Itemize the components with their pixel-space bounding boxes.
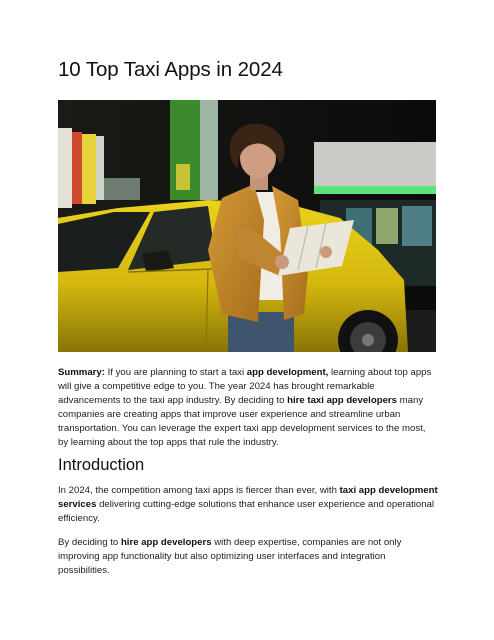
summary-label: Summary: bbox=[58, 367, 105, 378]
intro-p1-bold: taxi app development services bbox=[58, 485, 438, 510]
intro-p1-text-2: delivering cutting-edge solutions that enhance user experience and operational efficiency. bbox=[58, 498, 435, 524]
intro-p2-bold: hire app developers bbox=[120, 537, 212, 548]
intro-paragraph-1 bbox=[58, 484, 438, 526]
summary-text-3: many companies are creating apps that improve user experience and streamline urban transportation. You can leverage the expert taxi app development services to the most, by learning about the top apps that rule the industry. bbox=[58, 394, 426, 448]
summary-text-2: learning about top apps will give a competitive edge to you. The year 2024 has brought remarkable advancements to the taxi app industry. By deciding to bbox=[58, 367, 432, 406]
intro-p2-text-2: with deep expertise, companies are not only improving app functionality but also optimizing user interfaces and integration possibilities. bbox=[58, 537, 402, 576]
summary-bold-1: app development, bbox=[246, 367, 329, 378]
intro-p2-text-1: By deciding to bbox=[58, 537, 121, 548]
intro-p1-text-1: In 2024, the competition among taxi apps is fiercer than ever, with bbox=[58, 485, 340, 496]
summary-text-1: If you are planning to start a taxi bbox=[104, 367, 247, 378]
intro-paragraph-2 bbox=[58, 536, 438, 578]
hero-image bbox=[58, 100, 436, 352]
page-title: 10 Top Taxi Apps in 2024 bbox=[58, 58, 283, 81]
summary-paragraph bbox=[58, 366, 438, 449]
taxi-driver-photo bbox=[58, 100, 436, 352]
summary-bold-2: hire taxi app developers bbox=[287, 394, 397, 406]
introduction-heading: Introduction bbox=[58, 456, 145, 474]
